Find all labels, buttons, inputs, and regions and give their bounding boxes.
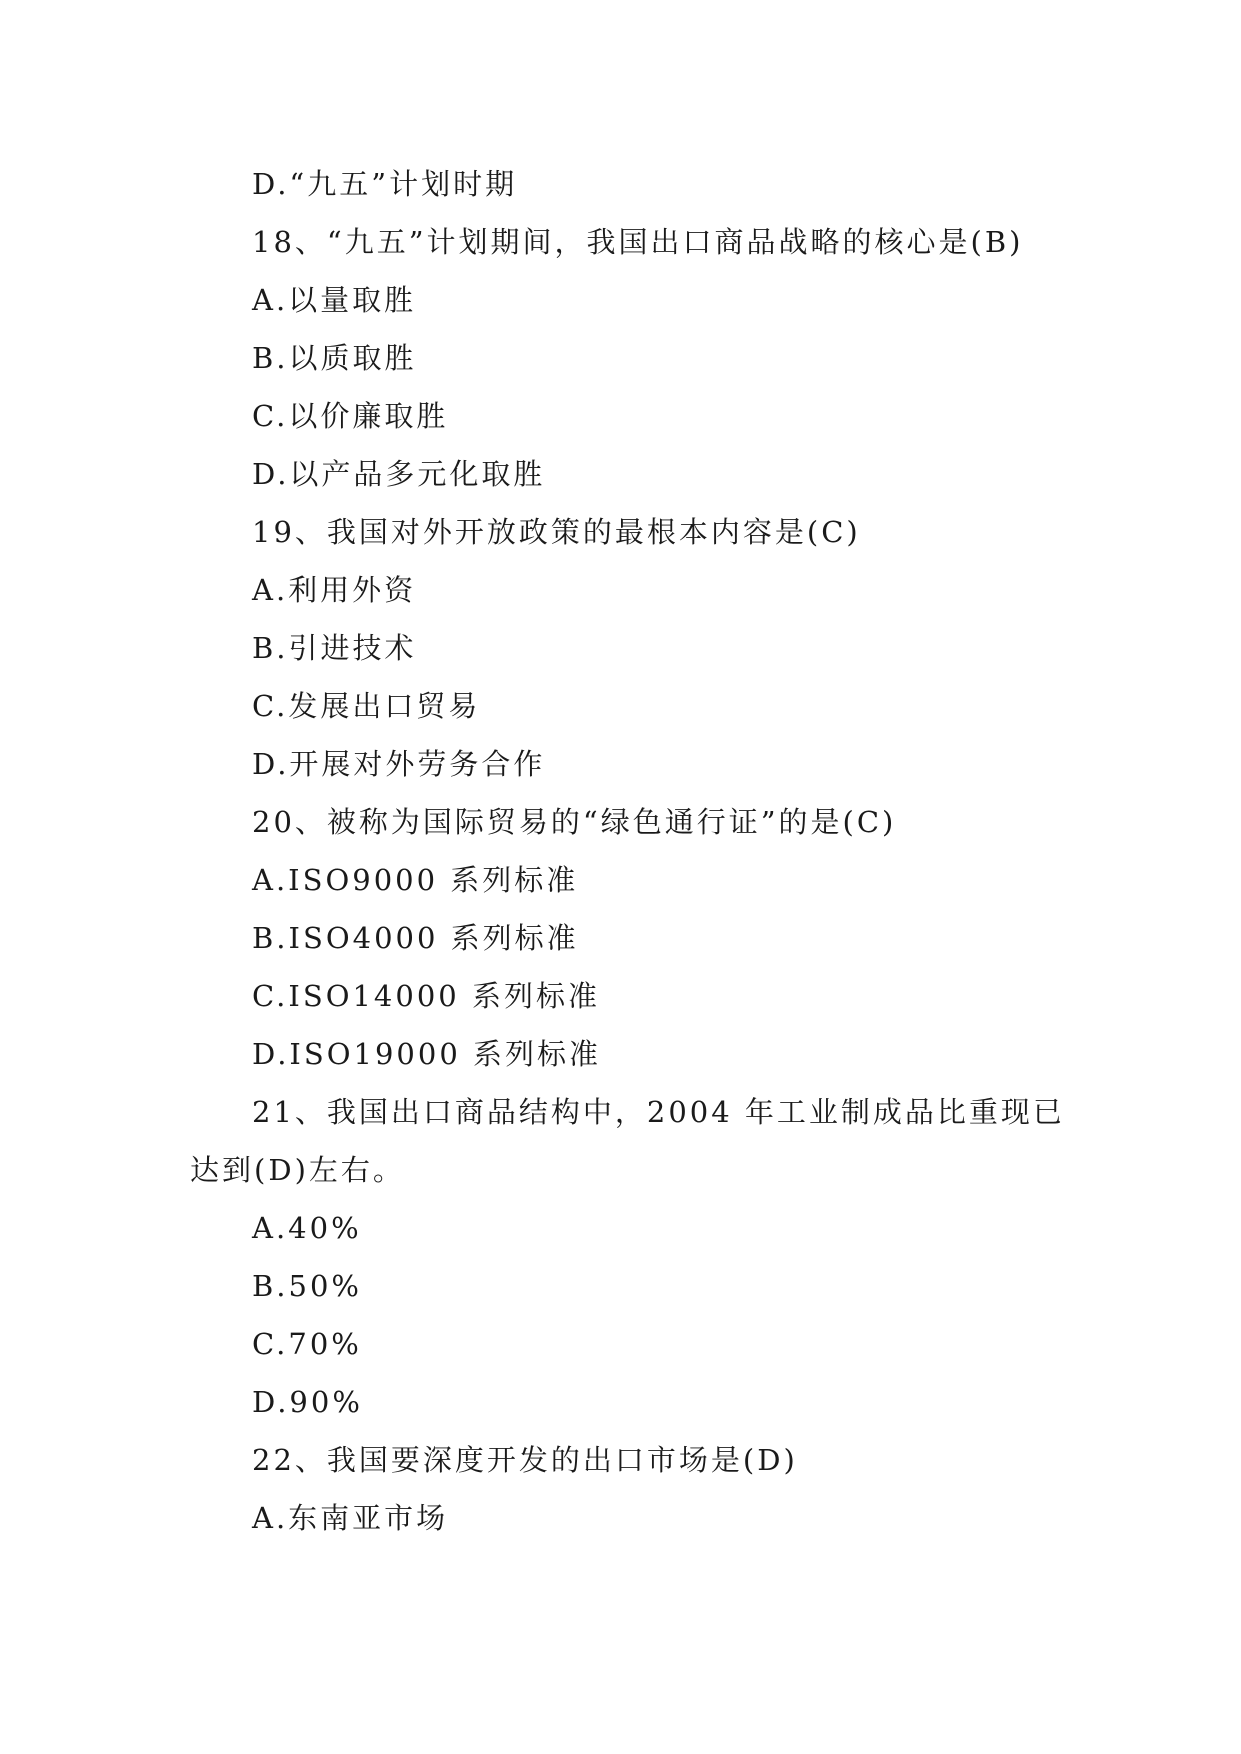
question-20: 20、被称为国际贸易的“绿色通行证”的是(C) (252, 805, 897, 839)
q20-option-b: B.ISO4000 系列标准 (252, 921, 579, 955)
q21-option-b: B.50% (252, 1269, 362, 1303)
q17-option-d: D.“九五”计划时期 (252, 167, 518, 201)
q20-option-a: A.ISO9000 系列标准 (252, 863, 579, 897)
q21-option-a: A.40% (252, 1211, 362, 1245)
q19-option-b: B.引进技术 (252, 631, 417, 665)
question-22: 22、我国要深度开发的出口市场是(D) (252, 1443, 798, 1477)
q20-option-d: D.ISO19000 系列标准 (252, 1037, 602, 1071)
q18-option-b: B.以质取胜 (252, 341, 417, 375)
question-21-continued: 达到(D)左右。 (190, 1153, 405, 1187)
question-18: 18、“九五”计划期间，我国出口商品战略的核心是(B) (252, 225, 1024, 259)
q18-option-a: A.以量取胜 (252, 283, 417, 317)
q19-option-a: A.利用外资 (252, 573, 417, 607)
q19-option-d: D.开展对外劳务合作 (252, 747, 546, 781)
q21-option-d: D.90% (252, 1385, 363, 1419)
question-19: 19、我国对外开放政策的最根本内容是(C) (252, 515, 861, 549)
q21-option-c: C.70% (252, 1327, 362, 1361)
q22-option-a: A.东南亚市场 (252, 1501, 449, 1535)
question-21: 21、我国出口商品结构中，2004 年工业制成品比重现已 (252, 1095, 1065, 1129)
q19-option-c: C.发展出口贸易 (252, 689, 481, 723)
q20-option-c: C.ISO14000 系列标准 (252, 979, 600, 1013)
q18-option-d: D.以产品多元化取胜 (252, 457, 546, 491)
q18-option-c: C.以价廉取胜 (252, 399, 449, 433)
